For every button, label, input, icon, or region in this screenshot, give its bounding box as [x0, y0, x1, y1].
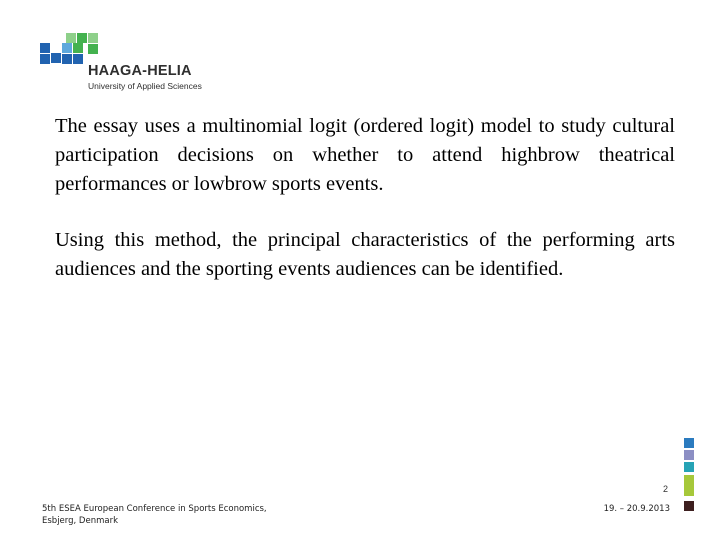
- side-block-1: [684, 438, 694, 448]
- footer-date: 19. – 20.9.2013: [603, 504, 670, 514]
- side-block-2: [684, 450, 694, 460]
- logo-subtitle: University of Applied Sciences: [88, 81, 202, 91]
- side-block-4: [684, 475, 694, 496]
- side-block-3: [684, 462, 694, 472]
- haaga-helia-logo: [40, 33, 230, 95]
- footer-conference: 5th ESEA European Conference in Sports Economics, Esbjerg, Denmark: [42, 504, 267, 526]
- page-number: 2: [662, 484, 668, 494]
- side-block-5: [684, 501, 694, 511]
- logo-name: HAAGA-HELIA: [88, 63, 192, 79]
- body-paragraph-2: Using this method, the principal characteristics of the performing arts audiences and the sporting events audiences can be identified.: [55, 229, 675, 280]
- body-paragraph-1: The essay uses a multinomial logit (ordered logit) model to study cultural participation decisions on whether to attend highbrow theatrical performances or lowbrow sports events.: [55, 115, 675, 195]
- decorative-side-bar: [684, 438, 694, 513]
